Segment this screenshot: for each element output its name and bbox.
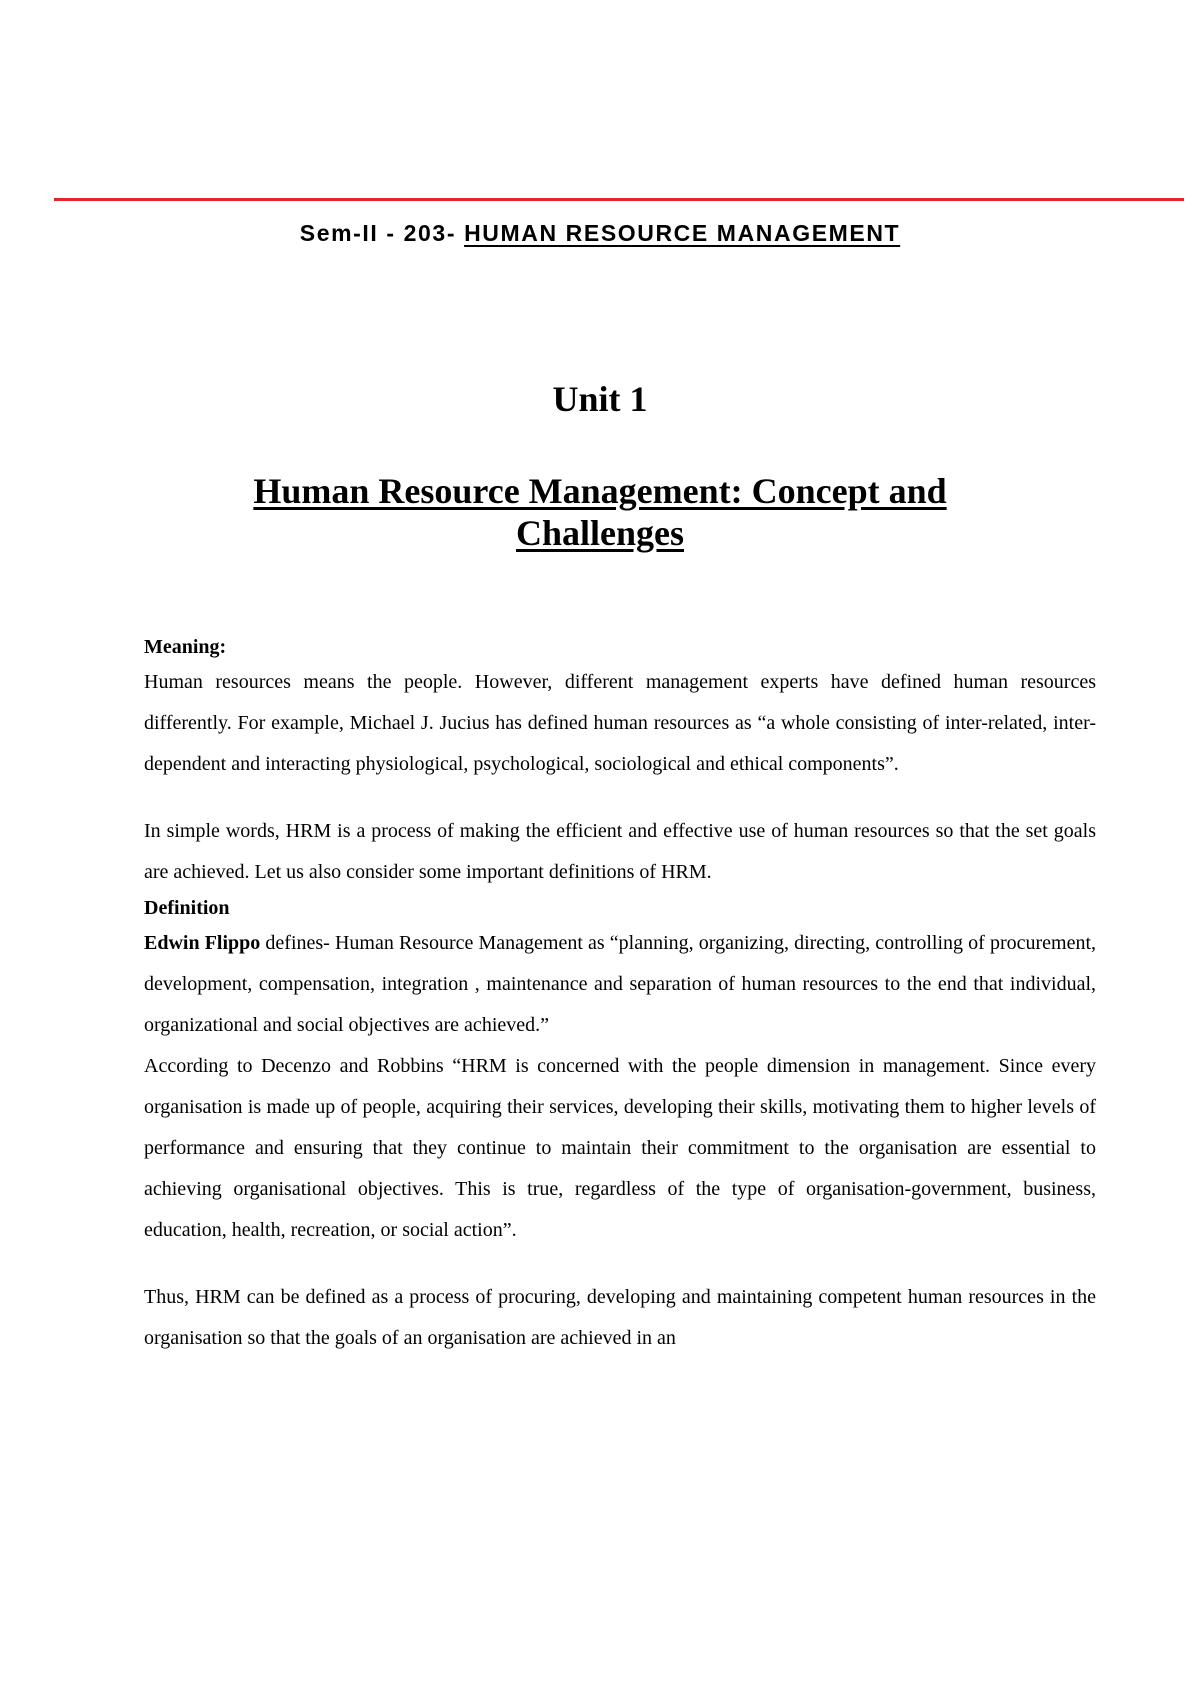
- unit-title: Unit 1: [552, 379, 648, 419]
- meaning-heading: Meaning:: [144, 636, 227, 658]
- meaning-paragraph: Human resources means the people. However, different management experts have defined human resources differently. For example, Michael J. Jucius has defined human resources as “a whole consisting of inter-related, inter-dependent and interacting physiological, psychological, sociological and ethical components”.: [144, 671, 1096, 775]
- course-header: [0, 220, 1200, 247]
- simple-words-paragraph: In simple words, HRM is a process of making the efficient and effective use of human resources so that the set goals are achieved. Let us also consider some important definitions of HRM.: [144, 820, 1096, 883]
- definition-heading: Definition: [144, 897, 230, 919]
- decenzo-robbins-paragraph: According to Decenzo and Robbins “HRM is concerned with the people dimension in management. Since every organisation is made up of people, acquiring their services, developing their skills, motivating them to higher levels of performance and ensuring that they continue to maintain their commitment to the organisation are essential to achieving organisational objectives. This is true, regardless of the type of organisation-government, business, education, health, recreation, or social action”.: [144, 1055, 1096, 1241]
- paragraph-spacer: [144, 1251, 1096, 1277]
- header-rule: [54, 198, 1184, 201]
- thus-paragraph: Thus, HRM can be defined as a process of procuring, developing and maintaining competent human resources in the organisation so that the goals of an organisation are achieved in an: [144, 1286, 1096, 1349]
- flippo-name: Edwin Flippo: [144, 932, 261, 954]
- document-body: [144, 632, 1096, 1359]
- chapter-title: Human Resource Management: Concept and Challenges: [253, 471, 947, 553]
- course-name: HUMAN RESOURCE MANAGEMENT: [464, 220, 901, 246]
- flippo-definition-text: defines- Human Resource Management as “planning, organizing, directing, controlling of procurement, development, compensation, integration , maintenance and separation of human resources to the end that individual, organizational and social objectives are achieved.”: [144, 932, 1097, 1036]
- course-header-prefix: Sem-II - 203-: [299, 220, 465, 246]
- paragraph-spacer: [144, 785, 1096, 811]
- flippo-definition-paragraph: [144, 923, 1096, 1046]
